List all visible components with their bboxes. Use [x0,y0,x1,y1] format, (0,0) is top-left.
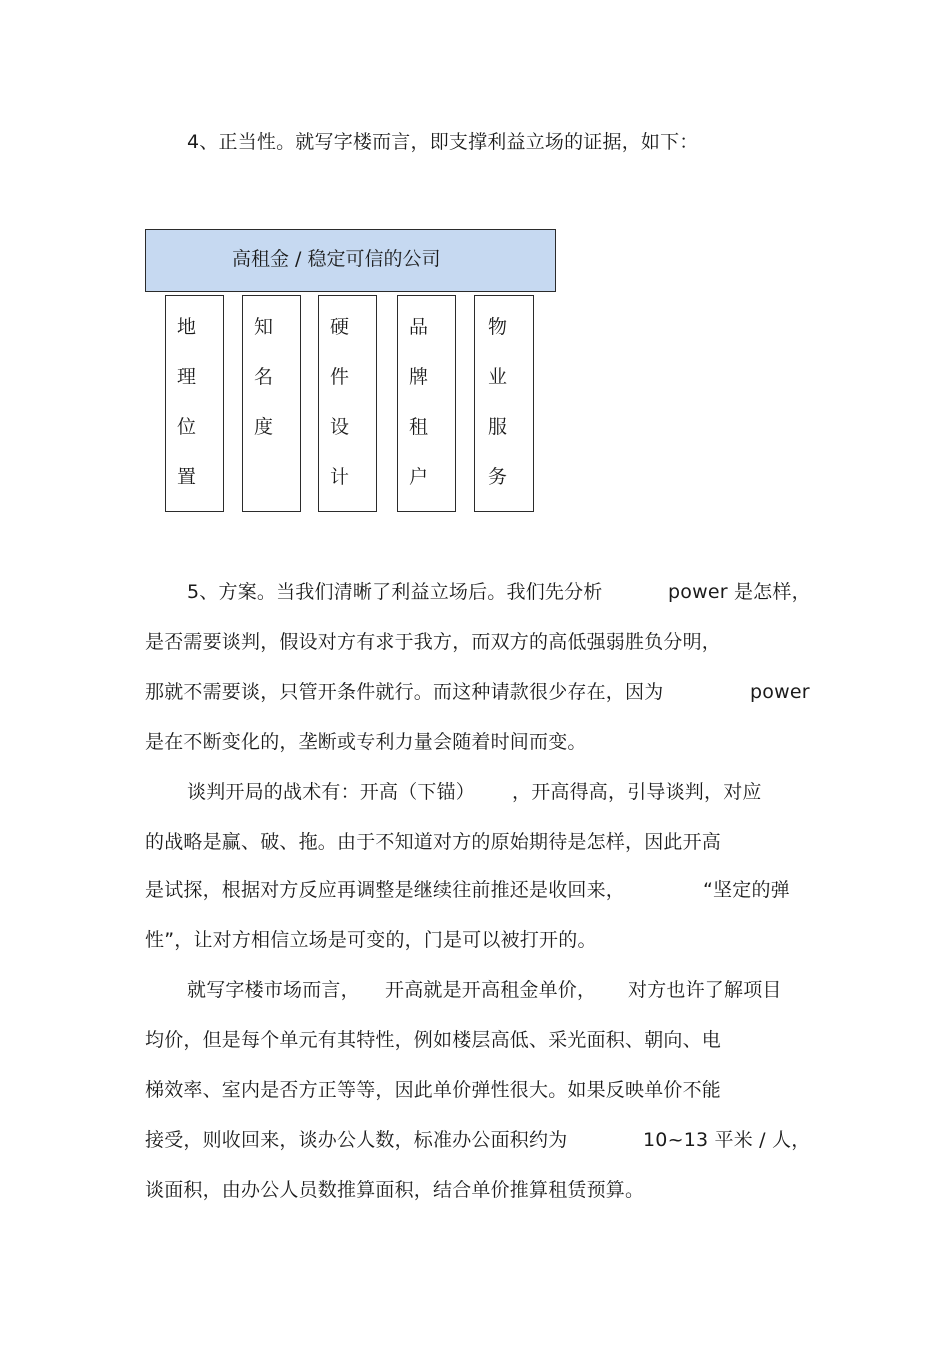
text-line: 谈判开局的战术有：开高（下锚） [187,781,476,803]
pillar-char: 设 [330,416,350,438]
text-line: 是试探，根据对方反应再调整是继续往前推还是收回来， [145,879,626,901]
text-line: 开高就是开高租金单价， [385,979,597,1001]
text-line: 谈面积，由办公人员数推算面积，结合单价推算租赁预算。 [145,1179,645,1201]
pillar-char: 地 [177,316,197,338]
text-line: ，开高得高，引导谈判，对应 [512,781,762,803]
pillar-char: 硬 [330,316,350,338]
pillar-char: 位 [177,416,197,438]
text-line: 就写字楼市场而言， [187,979,360,1001]
text-line: 梯效率、室内是否方正等等，因此单价弹性很大。如果反映单价不能 [145,1079,722,1101]
pillar-char: 置 [177,466,197,488]
text-line: 是在不断变化的，垄断或专利力量会随着时间而变。 [145,731,587,753]
text-line: 性”，让对方相信立场是可变的，门是可以被打开的。 [145,929,597,951]
text-line: 均价，但是每个单元有其特性，例如楼层高低、采光面积、朝向、电 [145,1029,722,1051]
pillar-char: 知 [254,316,274,338]
pillar-char: 牌 [409,366,429,388]
text-line: 的战略是赢、破、拖。由于不知道对方的原始期待是怎样，因此开高 [145,831,722,853]
text-line: 10~13 平米 / 人， [643,1129,811,1151]
pillar-char: 户 [409,466,429,488]
pillar-char: 计 [330,466,350,488]
pillar-char: 品 [409,316,429,338]
pillar-char: 租 [409,416,429,438]
pillar-char: 业 [488,366,508,388]
text-line: 对方也许了解项目 [628,979,782,1001]
pillar-char: 务 [488,466,508,488]
text-line: 5、方案。当我们清晰了利益立场后。我们先分析 [187,581,603,603]
pillar-char: 件 [330,366,350,388]
pillar-char: 理 [177,366,197,388]
text-line: 是否需要谈判，假设对方有求于我方，而双方的高低强弱胜负分明， [145,631,722,653]
pillar-char: 名 [254,366,274,388]
text-line: “坚定的弹 [703,879,790,901]
text-line: 那就不需要谈，只管开条件就行。而这种请款很少存在，因为 [145,681,664,703]
diagram-header-text: 高租金 / 稳定可信的公司 [232,248,441,270]
pillar-char: 度 [254,416,274,438]
pillar-char: 服 [488,416,508,438]
text-line: power 是怎样， [668,581,811,603]
text-line: power [750,681,810,703]
text-line: 接受，则收回来，谈办公人数，标准办公面积约为 [145,1129,568,1151]
pillar-char: 物 [488,316,508,338]
section-4-heading: 4、正当性。就写字楼而言，即支撑利益立场的证据，如下： [187,131,699,153]
